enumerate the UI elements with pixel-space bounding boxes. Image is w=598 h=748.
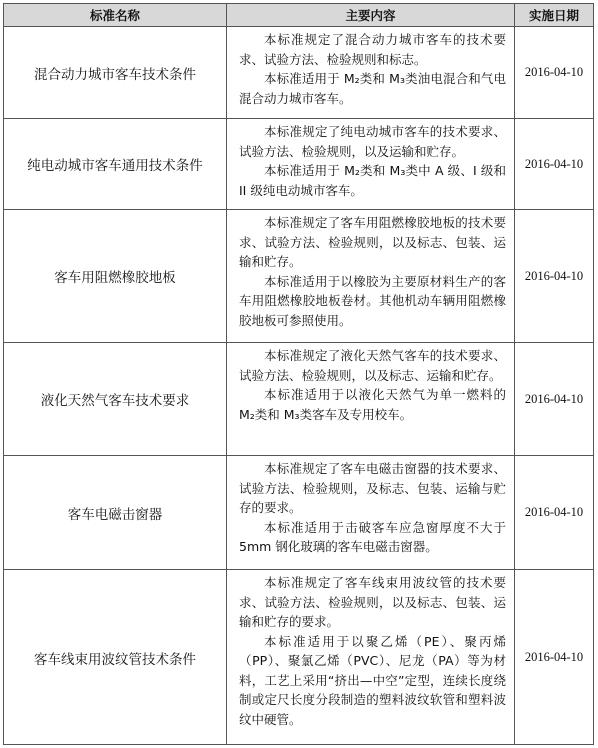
effective-date: 2016-04-10 (524, 505, 584, 519)
table-row (4, 570, 593, 745)
standard-name: 纯电动城市客车通用技术条件 (4, 119, 227, 209)
header-effective-date: 实施日期 (528, 8, 579, 23)
standard-name: 混合动力城市客车技术条件 (4, 27, 227, 118)
content-paragraph: 本标准规定了客车用阻燃橡胶地板的技术要求、试验方法、检验规则，以及标志、包装、运输和贮存。 (239, 215, 506, 269)
content-paragraph: 本标准规定了混合动力城市客车的技术要求、试验方法、检验规则和标志。 (239, 32, 506, 67)
content-paragraph: 本标准适用于以橡胶为主要原材料生产的客车用阻燃橡胶地板卷材。其他机动车辆用阻燃橡胶地板可参照使用。 (239, 273, 506, 328)
effective-date: 2016-04-10 (524, 156, 584, 171)
content-paragraph: 本标准适用于击破客车应急窗厚度不大于 5mm 钢化玻璃的客车电磁击窗器。 (239, 519, 506, 554)
effective-date: 2016-04-10 (524, 268, 584, 283)
header-main-content: 主要内容 (227, 4, 515, 26)
table-header (4, 4, 593, 27)
content-paragraph: 本标准规定了客车线束用波纹管的技术要求、试验方法、检验规则，以及标志、包装、运输和贮存的要求。 (239, 575, 506, 629)
table-row (4, 210, 593, 343)
effective-date: 2016-04-10 (524, 650, 584, 664)
main-content (227, 119, 515, 209)
standard-name: 客车线束用波纹管技术条件 (4, 570, 227, 745)
standard-name: 客车用阻燃橡胶地板 (4, 210, 227, 342)
main-content (227, 210, 515, 342)
table-row (4, 27, 593, 119)
table-row (4, 119, 593, 210)
main-content (227, 27, 515, 118)
content-paragraph: 本标准适用于以液化天然气为单一燃料的 M₂类和 M₃类客车及专用校车。 (239, 387, 506, 422)
main-content (227, 570, 515, 745)
table-row (4, 456, 593, 570)
content-paragraph: 本标准规定了客车电磁击窗器的技术要求、试验方法、检验规则，及标志、包装、运输与贮存的要求。 (239, 461, 506, 515)
content-paragraph: 本标准规定了纯电动城市客车的技术要求、试验方法、检验规则，以及运输和贮存。 (239, 124, 506, 159)
content-paragraph: 本标准适用于 M₂类和 M₃类油电混合和气电混合动力城市客车。 (239, 71, 506, 106)
content-paragraph: 本标准适用于以聚乙烯（PE）、聚丙烯（PP）、聚氯乙烯（PVC）、尼龙（PA）等为材料，工艺上采用“挤出—中空”定型，连续长度绕制或定尺长度分段制造的塑料波纹软管和塑料波纹中硬管。 (239, 633, 506, 727)
standard-name: 液化天然气客车技术要求 (4, 343, 227, 455)
main-content (227, 456, 515, 569)
standard-name: 客车电磁击窗器 (4, 456, 227, 569)
effective-date: 2016-04-10 (524, 391, 584, 406)
effective-date: 2016-04-10 (524, 65, 584, 79)
content-paragraph: 本标准规定了液化天然气客车的技术要求、试验方法、检验规则，以及标志、运输和贮存。 (239, 348, 506, 383)
header-standard-name: 标准名称 (4, 4, 227, 26)
main-content (227, 343, 515, 455)
table-row (4, 343, 593, 456)
standards-table (3, 3, 594, 745)
content-paragraph: 本标准适用于 M₂类和 M₃类中 A 级、I 级和 II 级纯电动城市客车。 (239, 163, 506, 198)
